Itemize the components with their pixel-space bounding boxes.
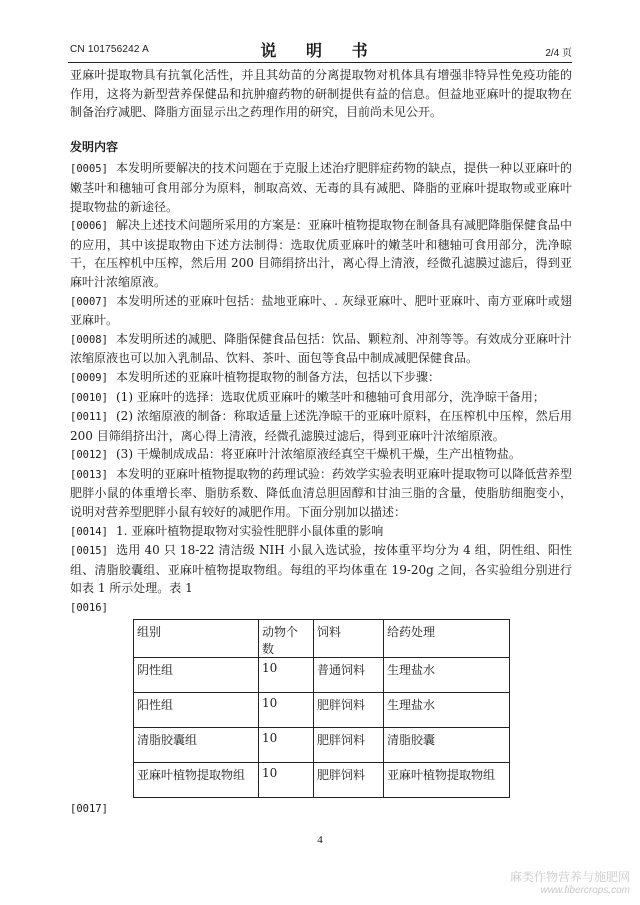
table-cell: 10 [259, 693, 314, 728]
table-header-cell: 给药处理 [384, 620, 510, 658]
paragraph-number: [0011] [70, 411, 108, 424]
table-cell: 普通饲料 [314, 658, 384, 693]
paragraph-text: 本发明所述的减肥、降脂保健食品包括：饮品、颗粒剂、冲剂等等。有效成分亚麻叶汁浓缩原液也可以加入乳制品、饮料、茶叶、面包等食品中制成减肥保健食品。 [70, 331, 573, 366]
header-rule [68, 62, 572, 63]
table-cell: 清脂胶囊组 [134, 728, 259, 763]
results-table [133, 619, 510, 798]
table-header-cell: 饲料 [314, 620, 384, 658]
numbered-paragraph [70, 445, 572, 465]
table-cell: 阳性组 [134, 693, 259, 728]
table-cell: 肥胖饲料 [314, 763, 384, 798]
table-row [134, 728, 510, 763]
paragraph-text: (1) 亚麻叶的选择：选取优质亚麻叶的嫩茎叶和穗轴可食用部分，洗净晾干备用； [116, 389, 545, 404]
paragraph-text: 本发明的亚麻叶植物提取物的药理试验：药效学实验表明亚麻叶提取物可以降低营养型肥胖小鼠的体重增长率、脂肪系数、降低血清总胆固醇和甘油三脂的含量，使脂肪细胞变小，说明对营养型肥胖小鼠有较好的减肥作用。下面分别加以描述： [70, 466, 573, 520]
watermark [510, 868, 630, 896]
paragraph-number: [0012] [70, 449, 108, 462]
table-header-row [134, 620, 510, 658]
paragraph-text: (3) 干燥制成成品：将亚麻叶汁浓缩原液经真空干燥机干燥，生产出植物盐。 [116, 447, 521, 462]
table-row [134, 763, 510, 798]
numbered-paragraph [70, 368, 572, 388]
paragraph-text: 本发明所述的亚麻叶包括：盐地亚麻叶、. 灰绿亚麻叶、肥叶亚麻叶、南方亚麻叶或翅亚麻叶。 [70, 293, 572, 328]
numbered-paragraph [70, 465, 572, 522]
paragraph-text: 本发明所述的亚麻叶植物提取物的制备方法，包括以下步骤： [116, 369, 441, 384]
watermark-url: www.fibercrops.com [540, 885, 630, 896]
paragraph-number: [0007] [70, 295, 108, 308]
paragraph-text: 1. 亚麻叶植物提取物对实验性肥胖小鼠体重的影响 [116, 523, 384, 538]
paragraph-number: [0015] [70, 545, 108, 558]
paragraph-list [70, 159, 572, 617]
table-cell: 肥胖饲料 [314, 728, 384, 763]
table-cell: 生理盐水 [384, 693, 510, 728]
section-heading: 发明内容 [70, 139, 119, 154]
watermark-text: 麻类作物营养与施肥网 [509, 870, 630, 884]
numbered-paragraph [70, 522, 572, 542]
table-row [134, 693, 510, 728]
table-cell: 10 [259, 728, 314, 763]
paragraph-text: 解决上述技术问题所采用的方案是：亚麻叶植物提取物在制备具有减肥降脂保健食品中的应用，其中该提取物由下述方法制得：选取优质亚麻叶的嫩茎叶和穗轴可食用部分，洗净晾干，在压榨机中压榨，然后用 200 目筛绢挤出汁，离心得上清液，经微孔滤膜过滤后，得到亚麻叶汁浓缩原液。 [70, 218, 573, 289]
table-header-cell: 动物个数 [259, 620, 314, 658]
patent-number: CN 101756242 A [70, 44, 149, 55]
numbered-paragraph [70, 541, 572, 598]
paragraph-number: [0016] [70, 602, 108, 615]
table-cell: 清脂胶囊 [384, 728, 510, 763]
table-cell: 10 [259, 658, 314, 693]
paragraph-text: 本发明所要解决的技术问题在于克服上述治疗肥胖症药物的缺点，提供一种以亚麻叶的嫩茎叶和穗轴可食用部分为原料，制取高效、无毒的具有减肥、降脂的亚麻叶提取物或亚麻叶提取物盐的新途径。 [70, 161, 573, 214]
page-indicator: 2/4 页 [545, 48, 572, 59]
paragraph-number: [0014] [70, 525, 108, 538]
table-cell: 生理盐水 [384, 658, 510, 693]
table-cell: 肥胖饲料 [314, 693, 384, 728]
paragraph-text: (2) 浓缩原液的制备：称取适量上述洗净晾干的亚麻叶原料，在压榨机中压榨，然后用 200 目筛绢挤出汁，离心得上清液，经微孔滤膜过滤后，得到亚麻叶汁浓缩原液。 [70, 409, 572, 443]
paragraph-number: [0017] [70, 803, 108, 815]
paragraph-number: [0005] [70, 163, 108, 176]
intro-paragraph: 亚麻叶提取物具有抗氧化活性，并且其幼苗的分离提取物对机体具有增强非特异性免疫功能的作用，这将为新型营养保健品和抗肿瘤药物的研制提供有益的信息。但益地亚麻叶的提取物在制备治疗减肥、降脂方面显示出之药理作用的研究，目前尚未见公开。 [70, 68, 572, 120]
paragraph-number: [0008] [70, 333, 108, 346]
table-cell: 阴性组 [134, 658, 259, 693]
document-body [70, 66, 572, 618]
page-header [68, 38, 572, 60]
table-cell: 亚麻叶植物提取物组 [384, 763, 510, 798]
numbered-paragraph [70, 388, 572, 408]
paragraph-number: [0006] [70, 220, 108, 233]
page-number: 4 [317, 834, 323, 846]
numbered-paragraph [70, 292, 572, 330]
paragraph-number: [0009] [70, 371, 108, 384]
numbered-paragraph [70, 159, 572, 216]
table-cell: 10 [259, 763, 314, 798]
paragraph-number: [0013] [70, 468, 108, 481]
document-title: 说 明 书 [260, 41, 380, 60]
table-row [134, 658, 510, 693]
numbered-paragraph [70, 216, 572, 291]
table-cell: 亚麻叶植物提取物组 [134, 763, 259, 798]
numbered-paragraph [70, 330, 572, 368]
numbered-paragraph [70, 598, 572, 618]
paragraph-text: 选用 40 只 18-22 清洁级 NIH 小鼠入选试验，按体重平均分为 4 组，阴性组、阳性组、清脂胶囊组、亚麻叶植物提取物组。每组的平均体重在 19-20g 之间，各实验组分别进行如表 1 所示处理。表 1 [70, 543, 572, 596]
numbered-paragraph [70, 407, 572, 445]
paragraph-number: [0010] [70, 391, 108, 404]
table-header-cell: 组别 [134, 620, 259, 658]
